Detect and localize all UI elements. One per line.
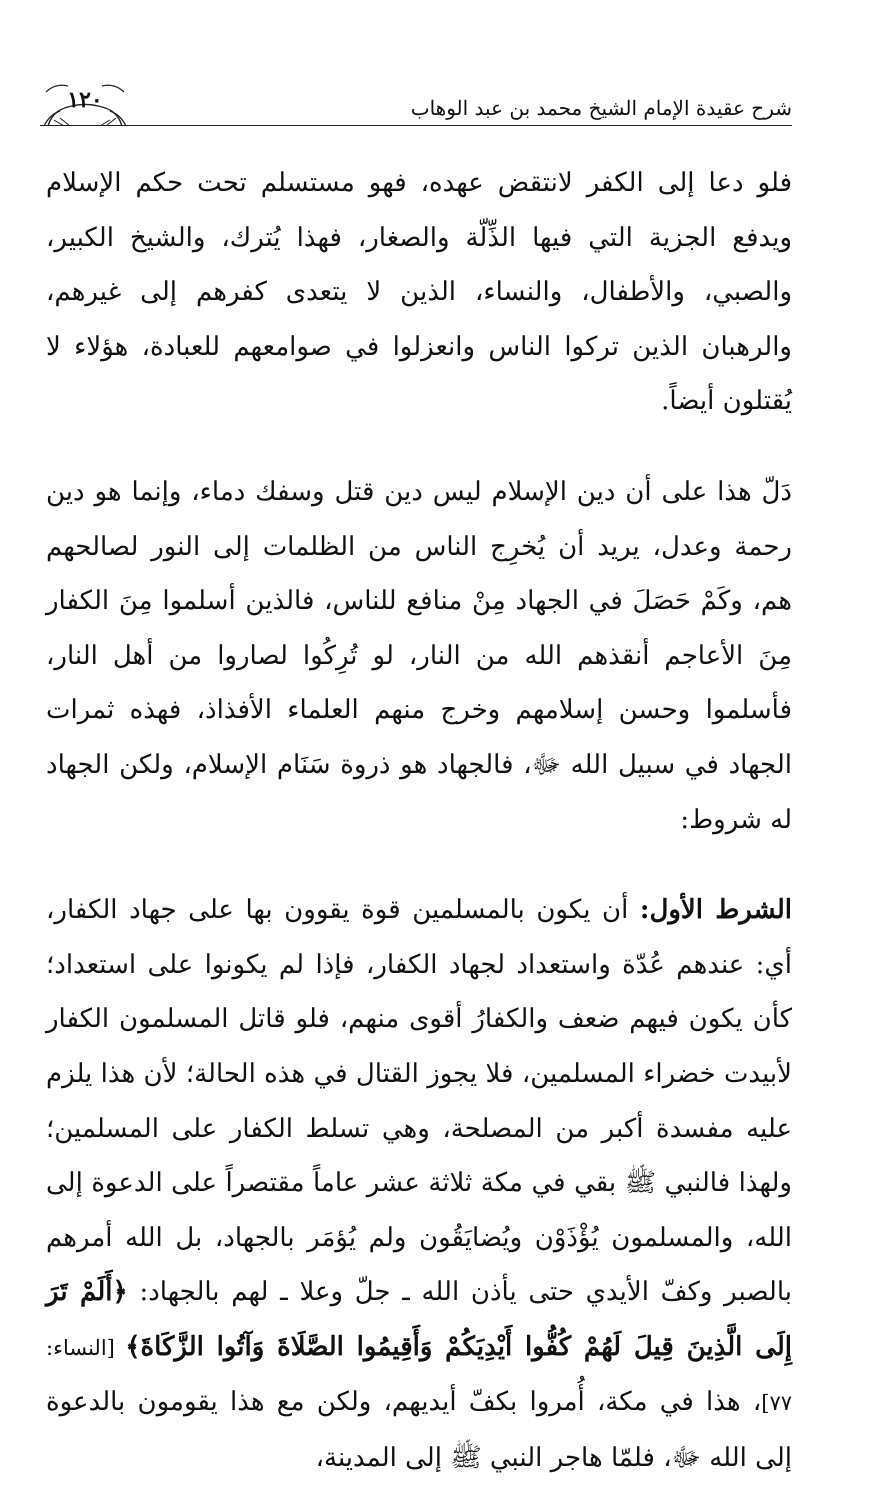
paragraph-3-text: أن يكون بالمسلمين قوة يقوون بها على جهاد الكفار، أي: عندهم عُدّة واستعداد لجهاد الكفار، فإذا لم يكونوا على استعداد؛ كأن يكون فيهم ضعف والكفارُ أقوى منهم، فلو قاتل المسلمون الكفار لأبيدت خضراء المسلمين، فلا يجوز القتال في هذه الحالة؛ لأن هذا يلزم عليه مفسدة أكبر من المصلحة، وهي تسلط الكفار على المسلمين؛ ولهذا فالنبي ﷺ بقي في مكة ثلاثة عشر عاماً مقتصراً على الدعوة إلى الله، والمسلمون يُؤْذَوْن ويُضايَقُون ولم يُؤمَر بالجهاد، بل الله أمرهم بالصبر وكفّ الأيدي حتى يأذن الله ـ جلّ وعلا ـ لهم بالجهاد: — [46, 895, 792, 1308]
page-number: ١٢٠ — [67, 87, 103, 113]
paragraph-3 — [46, 883, 792, 1486]
header-rule — [40, 125, 792, 126]
verse-citation: [النساء: ٧٧] — [46, 1335, 792, 1416]
paragraph-2: دَلّ هذا على أن دين الإسلام ليس دين قتل وسفك دماء، وإنما هو دين رحمة وعدل، يريد أن يُخرِج الناس من الظلمات إلى النور لصالحهم هم، وكَمْ حَصَلَ في الجهاد مِنْ منافع للناس، فالذين أسلموا مِنَ الكفار مِنَ الأعاجم أنقذهم الله من النار، لو تُرِكُوا لصاروا من أهل النار، فأسلموا وحسن إسلامهم وخرج منهم العلماء الأفذاذ، فهذه ثمرات الجهاد في سبيل الله ﷻ، فالجهاد هو ذروة سَنَام الإسلام، ولكن الجهاد له شروط: — [46, 476, 792, 835]
quran-verse: ﴿أَلَمْ تَرَ إِلَى الَّذِينَ قِيلَ لَهُمْ كُفُّوا أَيْدِيَكُمْ وَأَقِيمُوا الصَّلَاةَ وَآتُوا الزَّكَاةَ﴾ — [46, 1277, 792, 1362]
header-title: شرح عقيدة الإمام الشيخ محمد بن عبد الوهاب — [410, 96, 792, 120]
paragraph-1: فلو دعا إلى الكفر لانتقض عهده، فهو مستسلم تحت حكم الإسلام ويدفع الجزية التي فيها الذِّلّة والصغار، فهذا يُترك، والشيخ الكبير، والصبي، والأطفال، والنساء، الذين لا يتعدى كفرهم إلى غيرهم، والرهبان الذين تركوا الناس وانعزلوا في صوامعهم للعبادة، هؤلاء لا يُقتلون أيضاً. — [46, 168, 792, 417]
body-text — [46, 156, 792, 1486]
paragraph-3-continuation: ، هذا في مكة، أُمروا بكفّ أيديهم، ولكن مع هذا يقومون بالدعوة إلى الله ﷻ، فلمّا هاجر النبي ﷺ إلى المدينة، — [46, 1387, 792, 1474]
condition-label: الشرط الأول: — [639, 895, 792, 926]
running-header — [40, 78, 792, 126]
page-number-ornament — [42, 82, 128, 126]
